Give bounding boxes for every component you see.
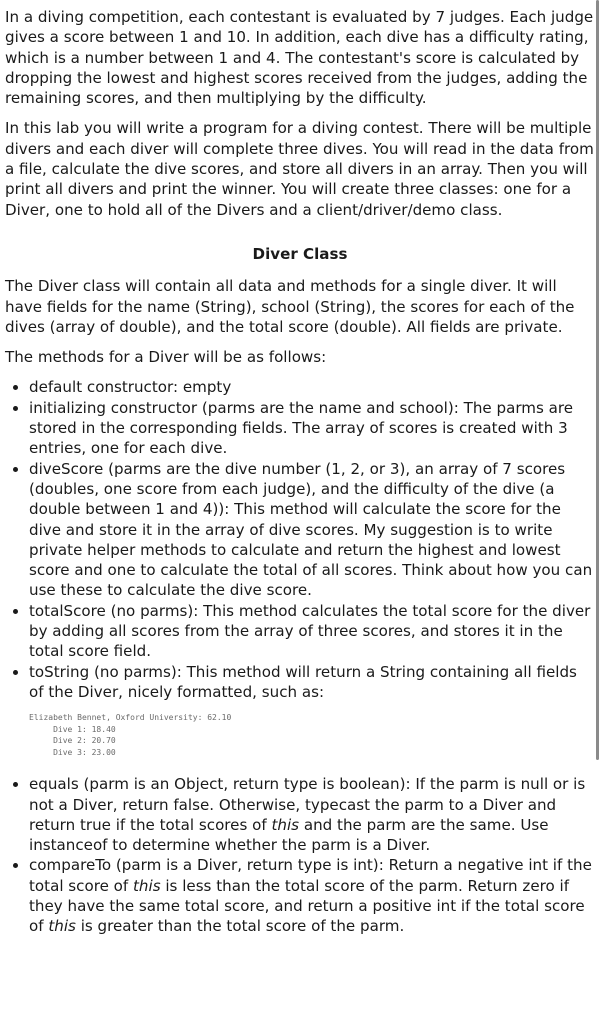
method-to-string [29,662,595,759]
method-initializing-constructor: • initializing constructor (parms are the name and school): The parms are stored in the corresponding fields. The array of scores is created with 3 entries, one for each dive. [29,398,595,459]
compare-this-word-2: this [48,917,76,936]
method-default-constructor: • default constructor: empty [29,377,595,397]
diver-class-paragraph: The Diver class will contain all data and methods for a single diver. It will have fields for the name (String), school (String), the scores for each of the dives (array of double), and the total score (double). All fields are private. [5,277,575,336]
diver-class-heading: Diver Class [252,244,348,263]
compare-text-part3: is greater than the total score of the parm. [75,917,405,936]
vertical-scrollbar[interactable] [596,0,599,760]
equals-text-end: and the parm are the same. Use instanceof to determine whether the parm is a Diver. [29,815,549,855]
document-page [5,7,595,937]
intro-paragraph: In a diving competition, each contestant is evaluated by 7 judges. Each judge gives a score between 1 and 10. In addition, each dive has a difficulty rating, which is a number between 1 and 4. The contestant's score is calculated by dropping the lowest and highest scores received from the judges, adding the remaining scores, and then multiplying by the difficulty. [5,8,594,108]
method-to-string-text: toString (no parms): This method will return a String containing all fields of the Diver, nicely formatted, such as: [29,662,577,701]
method-compare-to [29,855,595,936]
example-output-block: Elizabeth Bennet, Oxford University: 62.10 Dive 1: 18.40 Dive 2: 20.70 Dive 3: 23.00 [29,713,232,757]
method-equals [29,774,595,855]
equals-this-word: this [271,815,300,834]
lab-overview-paragraph: In this lab you will write a program for a diving contest. There will be multiple divers and each diver will complete three dives. You will read in the data from a file, calculate the dive scores, and store all divers in an array. Then you will print all divers and print the winner. You will create three classes: one for a Diver, one to hold all of the Divers and a client/driver/demo class. [5,119,594,219]
method-dive-score: • diveScore (parms are the dive number (1, 2, or 3), an array of 7 scores (doubles, one score from each judge), and the difficulty of the dive (a double between 1 and 4)): This method will calculate the score for the dive and store it in the array of dive scores. My suggestion is to write private helper methods to calculate and return the highest and lowest score and one to calculate the total of all scores. Think about how you can use these to calculate the dive score. [29,459,595,601]
method-total-score: • totalScore (no parms): This method calculates the total score for the diver by adding all scores from the array of three scores, and stores it in the total score field. [29,601,595,662]
compare-text-part2: is less than the total score of the parm. Return zero if they have the same total score, and return a positive int if the total score of [29,876,585,936]
methods-intro: The methods for a Diver will be as follows: [5,348,327,367]
equals-text-start: equals (parm is an Object, return type is boolean): If the parm is null or is not a Diver, return false. Otherwise, typecast the parm to a Diver and return true if the total scores of [29,775,586,834]
compare-this-word-1: this [133,876,161,895]
compare-text-part1: compareTo (parm is a Diver, return type is int): Return a negative int if the total score of [29,856,592,895]
methods-list [5,377,595,936]
